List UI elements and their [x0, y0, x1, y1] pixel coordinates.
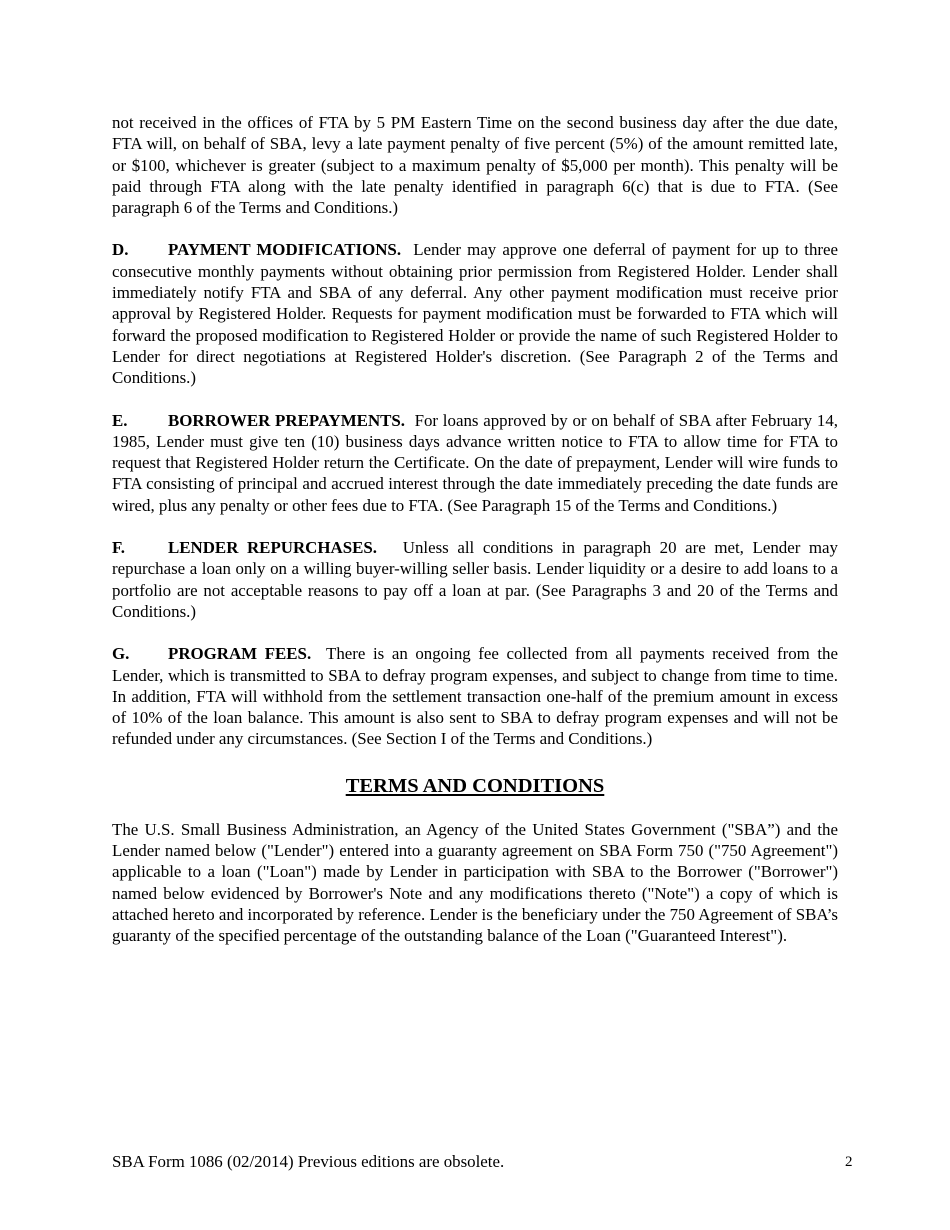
section-body: Unless all conditions in paragraph 20 are met, Lender may repurchase a loan only on a willing buyer-willing seller basis. Lender liquidity or a desire to add loans to a portfolio are not acceptable reasons to pay off a loan at par. (See Paragraphs 3 and 20 of the Terms and Conditions.) — [112, 538, 839, 621]
footer-form-text: SBA Form 1086 (02/2014) Previous editions are obsolete. — [112, 1152, 505, 1171]
section-heading: LENDER REPURCHASES. — [168, 538, 377, 558]
section-heading: PAYMENT MODIFICATIONS. — [168, 240, 402, 260]
terms-title: TERMS AND CONDITIONS — [345, 774, 605, 797]
section-d — [112, 239, 838, 388]
section-body: Lender may approve one deferral of payment for up to three consecutive monthly payments without obtaining prior permission from Registered Holder. Lender shall immediately notify FTA and SBA of any deferral. Any other payment modification must receive prior approval by Registered Holder. Requests for payment modification must be forwarded to FTA which will forward the proposed modification to Registered Holder or provide the name of such Registered Holder to Lender for direct negotiations at Registered Holder's discretion. (See Paragraph 2 of the Terms and Conditions.) — [112, 240, 839, 388]
section-heading: PROGRAM FEES. — [168, 644, 312, 664]
section-letter: G. — [112, 644, 130, 664]
terms-paragraph: The U.S. Small Business Administration, an Agency of the United States Government ("SBA”) and the Lender named below ("Lender") entered into a guaranty agreement on SBA Form 750 ("750 Agreement") applicable to a loan ("Loan") made by Lender in participation with SBA to the Borrower ("Borrower") named below evidenced by Borrower's Note and any modifications thereto ("Note") a copy of which is attached hereto and incorporated by reference. Lender is the beneficiary under the 750 Agreement of SBA’s guaranty of the specified percentage of the outstanding balance of the Loan ("Guaranteed Interest"). — [112, 819, 838, 946]
terms-title-container — [112, 773, 838, 799]
section-letter: F. — [112, 538, 125, 558]
section-body: For loans approved by or on behalf of SBA after February 14, 1985, Lender must give ten (10) business days advance written notice to FTA to allow time for FTA to request that Registered Holder return the Certificate. On the date of prepayment, Lender will wire funds to FTA consisting of principal and accrued interest through the date immediately preceding the date funds are wired, plus any penalty or other fees due to FTA. (See Paragraph 15 of the Terms and Conditions.) — [112, 410, 839, 515]
document-page — [112, 112, 838, 947]
section-f — [112, 537, 838, 622]
section-heading: BORROWER PREPAYMENTS. — [168, 410, 406, 430]
section-letter: D. — [112, 240, 129, 260]
section-body: There is an ongoing fee collected from all payments received from the Lender, which is transmitted to SBA to defray program expenses, and subject to change from time to time. In addition, FTA will withhold from the settlement transaction one-half of the premium amount in excess of 10% of the loan balance. This amount is also sent to SBA to defray program expenses and will not be refunded under any circumstances. (See Section I of the Terms and Conditions.) — [112, 644, 839, 749]
intro-paragraph: not received in the offices of FTA by 5 PM Eastern Time on the second business day after the due date, FTA will, on behalf of SBA, levy a late payment penalty of five percent (5%) of the amount remitted late, or $100, whichever is greater (subject to a maximum penalty of $5,000 per month). This penalty will be paid through FTA along with the late penalty identified in paragraph 6(c) that is due to FTA. (See paragraph 6 of the Terms and Conditions.) — [112, 113, 838, 218]
section-e — [112, 410, 838, 516]
section-letter: E. — [112, 410, 128, 430]
page-number: 2 — [845, 1154, 853, 1170]
section-g — [112, 643, 838, 749]
